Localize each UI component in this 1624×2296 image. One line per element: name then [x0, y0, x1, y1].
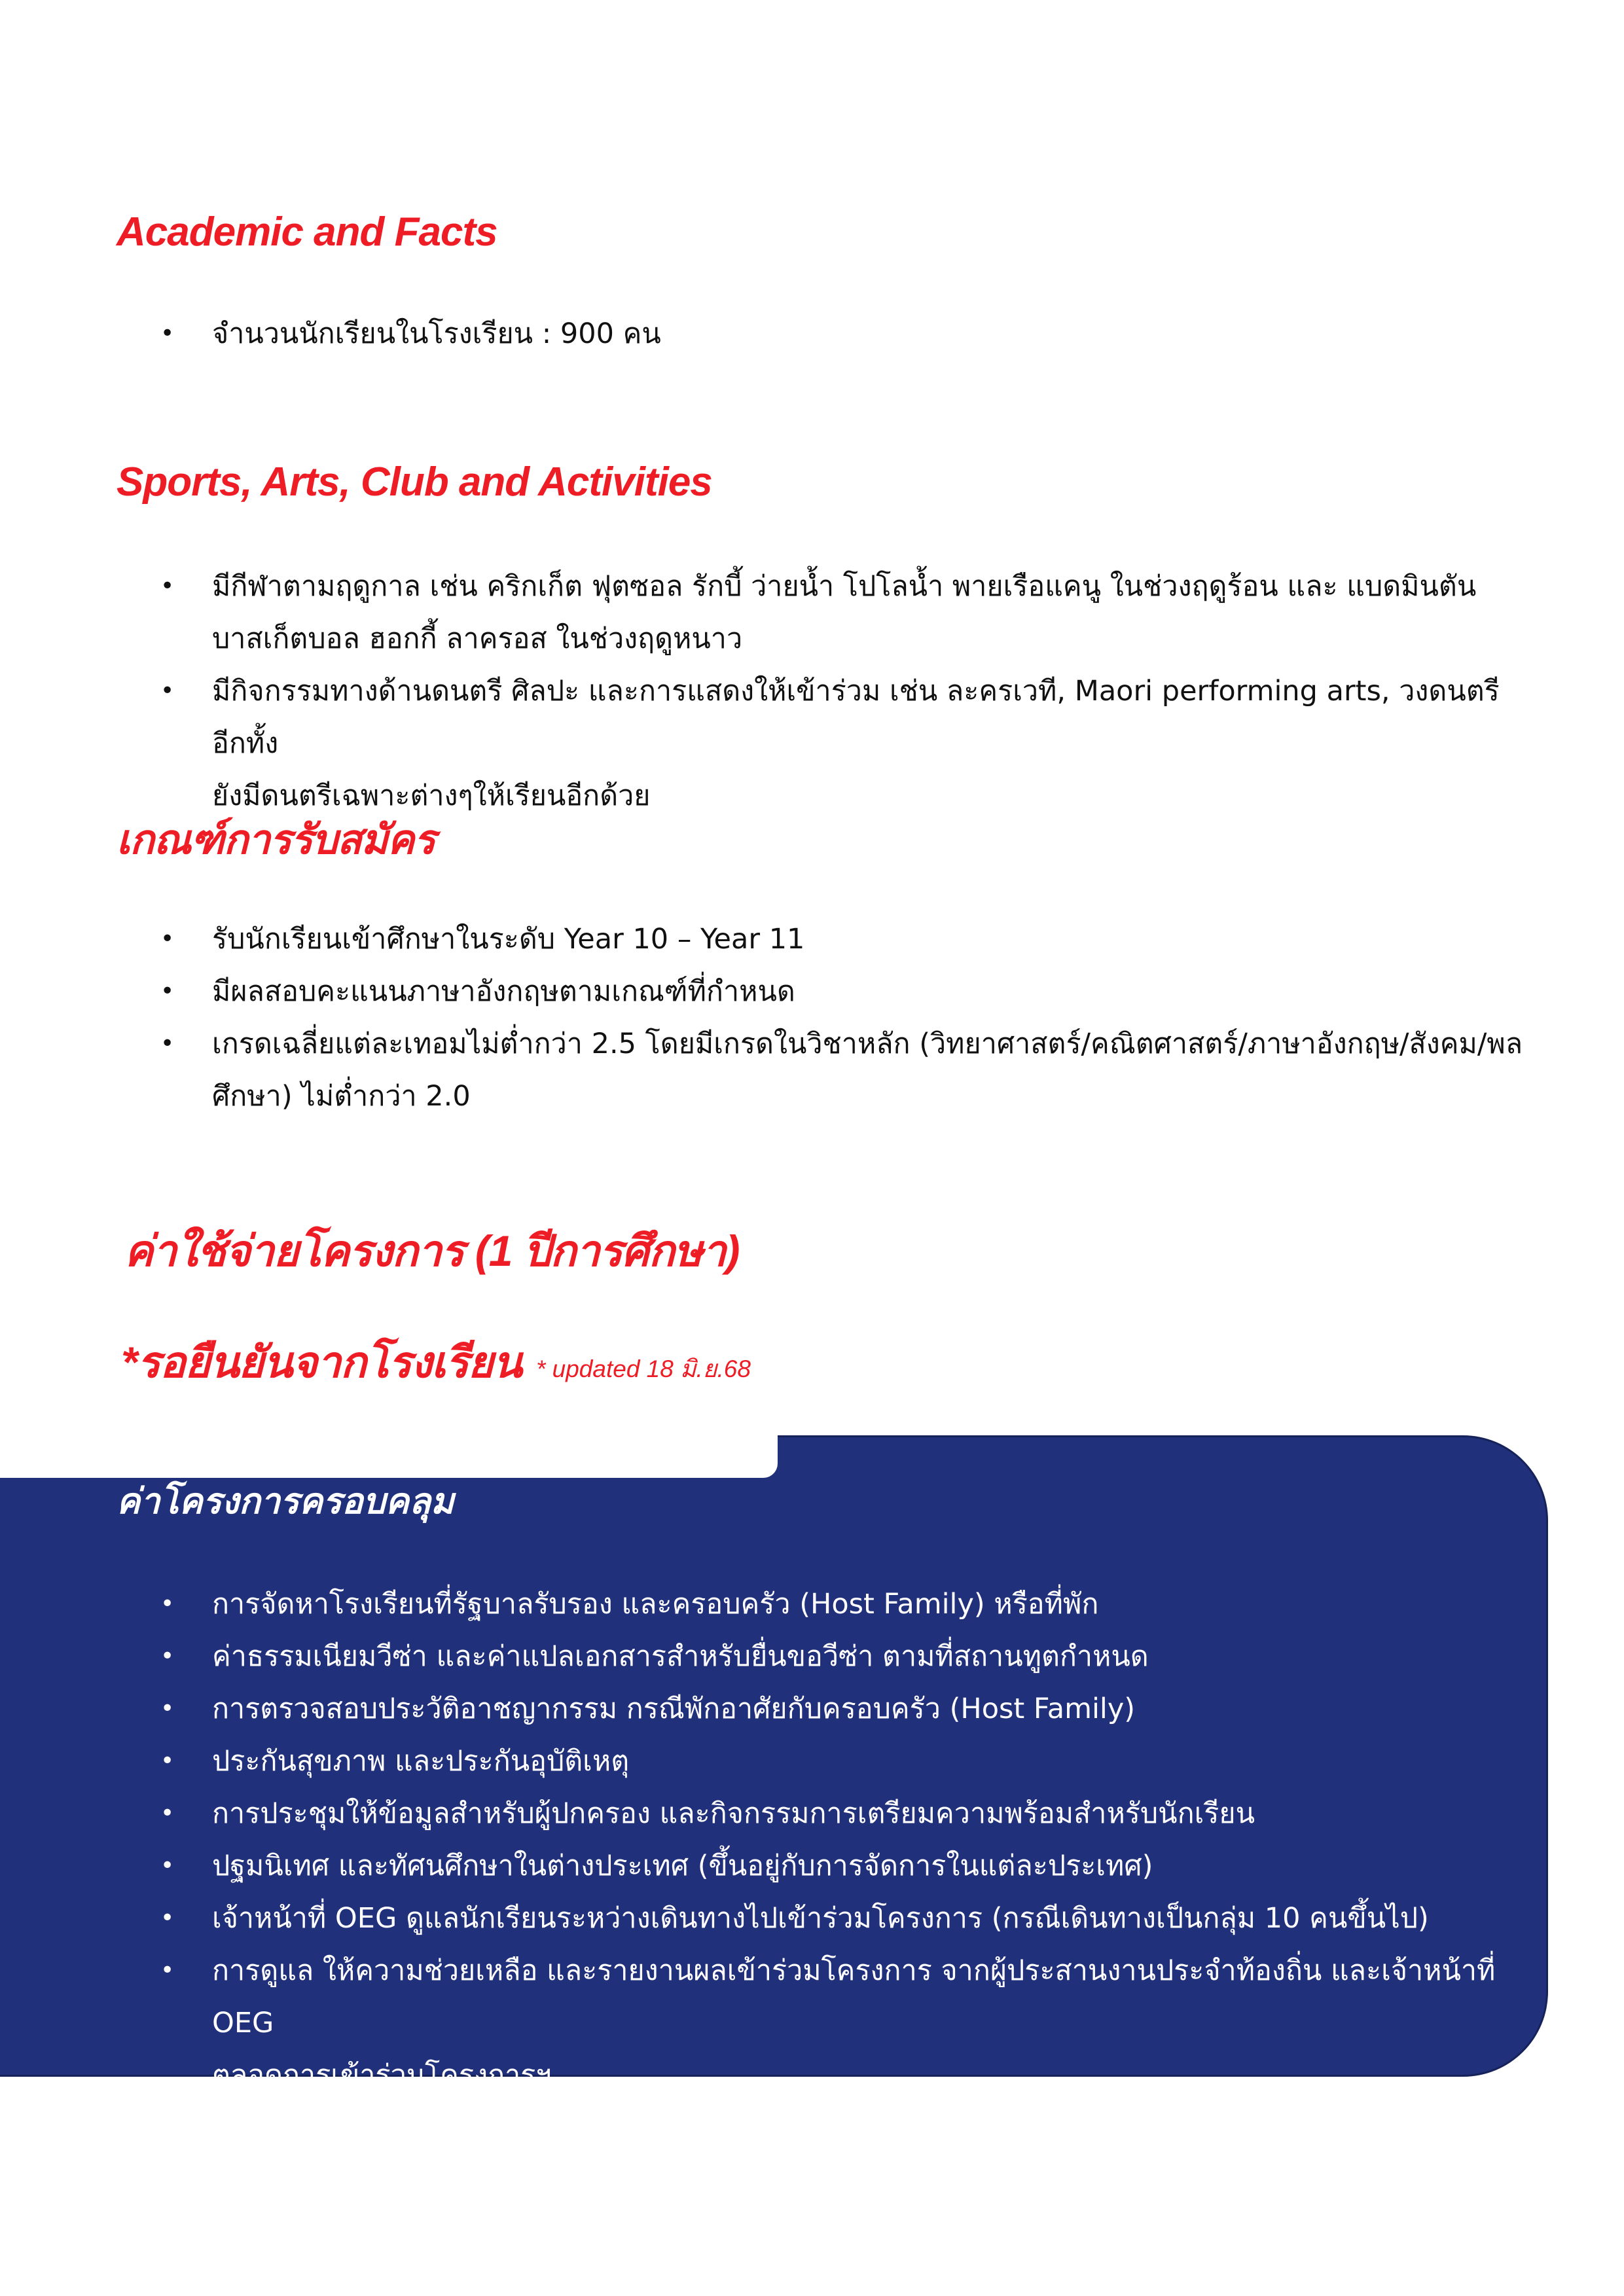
sports-list: [117, 560, 1524, 822]
list-item: • รับนักเรียนเข้าศึกษาในระดับ Year 10 – Year 11: [117, 913, 1524, 965]
list-item: • มีผลสอบคะแนนภาษาอังกฤษตามเกณฑ์ที่กำหนด: [117, 965, 1524, 1018]
list-item: • การดูแล ให้ความช่วยเหลือ และรายงานผลเข้าร่วมโครงการ จากผู้ประสานงานประจำท้องถิ่น และเจ้าหน้าที่ OEG: [117, 1945, 1524, 2049]
bullet-icon: •: [160, 1800, 175, 1827]
bullet-icon: •: [160, 1957, 175, 1984]
pending-confirmation: [121, 1336, 751, 1388]
list-item: • การประชุมให้ข้อมูลสำหรับผู้ปกครอง และกิจกรรมการเตรียมความพร้อมสำหรับนักเรียน: [117, 1787, 1524, 1840]
bullet-icon: •: [160, 1852, 175, 1879]
list-item: • เกรดเฉลี่ยแต่ละเทอมไม่ต่ำกว่า 2.5 โดยมีเกรดในวิชาหลัก (วิทยาศาสตร์/คณิตศาสตร์/ภาษาอังกฤษ/สังคม/พล: [117, 1018, 1524, 1070]
list-item: • มีกิจกรรมทางด้านดนตรี ศิลปะ และการแสดงให้เข้าร่วม เช่น ละครเวที, Maori performing arts, วงดนตรี อีกทั้ง: [117, 665, 1524, 770]
list-item: • การตรวจสอบประวัติอาชญากรรม กรณีพักอาศัยกับครอบครัว (Host Family): [117, 1683, 1524, 1735]
bullet-icon: •: [160, 1590, 175, 1617]
list-item: • จำนวนนักเรียนในโรงเรียน : 900 คน: [117, 308, 1524, 360]
section-title-admission: เกณฑ์การรับสมัคร: [117, 817, 435, 863]
pending-text: *รอยืนยันจากโรงเรียน: [121, 1338, 522, 1386]
list-item: • มีกีฬาตามฤดูกาล เช่น คริกเก็ต ฟุตซอล รักบี้ ว่ายน้ำ โปโลน้ำ พายเรือแคนู ในช่วงฤดูร้อน และ แบดมินตัน: [117, 560, 1524, 613]
bullet-icon: •: [160, 1030, 175, 1057]
list-item-continuation: ตลอดการเข้าร่วมโครงการฯ: [212, 2059, 552, 2092]
list-item: • เจ้าหน้าที่ OEG ดูแลนักเรียนระหว่างเดินทางไปเข้าร่วมโครงการ (กรณีเดินทางเป็นกลุ่ม 10 คนขึ้นไป): [117, 1892, 1524, 1945]
list-item-continuation: บาสเก็ตบอล ฮอกกี้ ลาครอส ในช่วงฤดูหนาว: [212, 622, 743, 655]
list-item-continuation: ยังมีดนตรีเฉพาะต่างๆให้เรียนอีกด้วย: [212, 780, 651, 812]
bullet-icon: •: [160, 1905, 175, 1931]
updated-note: * updated 18 มิ.ย.68: [535, 1355, 751, 1382]
coverage-list: [117, 1578, 1524, 2102]
list-item: • ประกันสุขภาพ และประกันอุบัติเหตุ: [117, 1735, 1524, 1787]
coverage-title: ค่าโครงการครอบคลุม: [117, 1482, 454, 1521]
bullet-icon: •: [160, 1643, 175, 1670]
bullet-icon: •: [160, 1748, 175, 1774]
section-title-sports: Sports, Arts, Club and Activities: [117, 459, 712, 505]
panel-notch: [0, 1414, 778, 1478]
academic-list: [117, 308, 1524, 360]
bullet-icon: •: [160, 320, 175, 347]
list-item: • ปฐมนิเทศ และทัศนศึกษาในต่างประเทศ (ขึ้นอยู่กับการจัดการในแต่ละประเทศ): [117, 1840, 1524, 1892]
section-title-academic: Academic and Facts: [117, 209, 497, 255]
list-item: • การจัดหาโรงเรียนที่รัฐบาลรับรอง และครอบครัว (Host Family) หรือที่พัก: [117, 1578, 1524, 1630]
section-title-cost: ค่าใช้จ่ายโครงการ (1 ปีการศึกษา): [124, 1227, 740, 1275]
bullet-icon: •: [160, 573, 175, 600]
admission-list: [117, 913, 1524, 1122]
list-item-continuation: ศึกษา) ไม่ต่ำกว่า 2.0: [212, 1080, 471, 1113]
bullet-icon: •: [160, 925, 175, 952]
bullet-icon: •: [160, 1695, 175, 1722]
list-item: • ค่าธรรมเนียมวีซ่า และค่าแปลเอกสารสำหรับยื่นขอวีซ่า ตามที่สถานทูตกำหนด: [117, 1630, 1524, 1683]
bullet-icon: •: [160, 978, 175, 1005]
bullet-icon: •: [160, 677, 175, 704]
